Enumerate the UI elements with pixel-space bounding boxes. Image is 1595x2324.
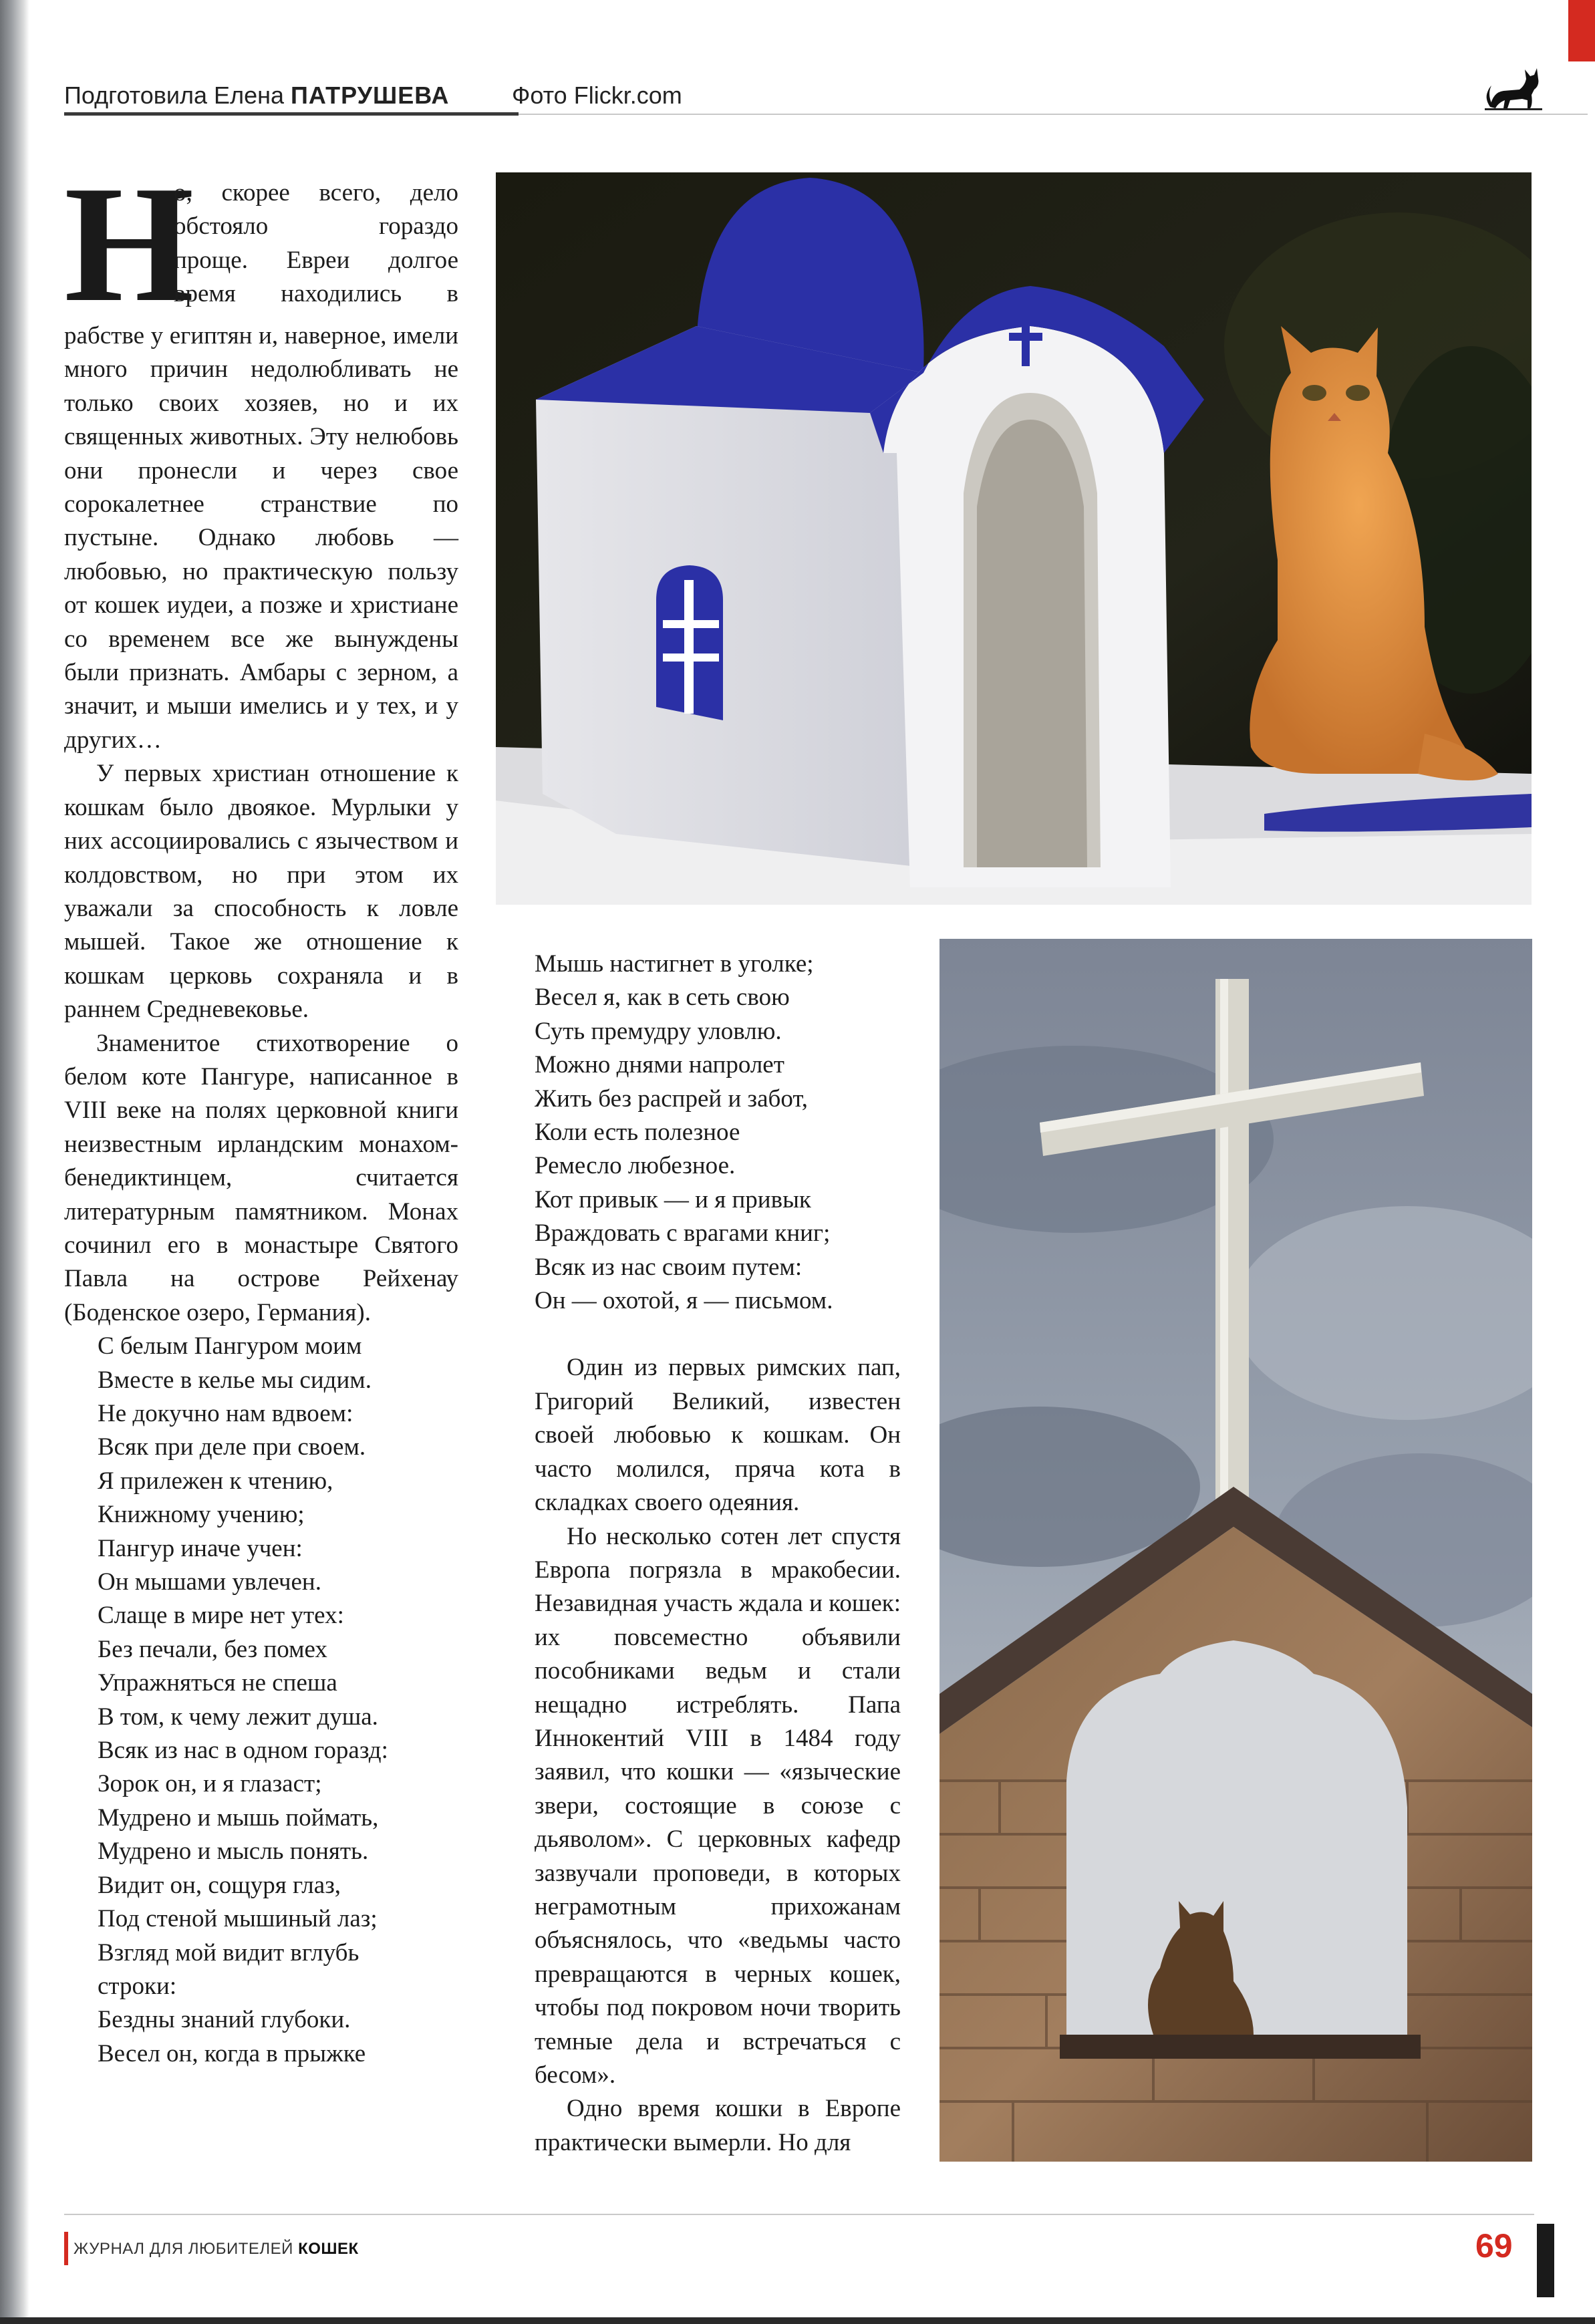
magazine-bold: КОШЕК — [298, 2240, 359, 2258]
poem-line: Без печали, без помех — [98, 1635, 327, 1663]
poem-line: Коли есть полезное — [535, 1119, 740, 1147]
poem-line: Вместе в келье мы сидим. — [98, 1366, 372, 1394]
photo-chapel-cross-with-cat — [939, 939, 1532, 2162]
poem-line: Весел я, как в сеть свою — [535, 984, 790, 1012]
page-scan-edge — [0, 0, 29, 2324]
poem-line: Кот привык — и я привык — [535, 1185, 811, 1213]
paragraph-extinction: Одно время кошки в Европе практически вымерли. Но для — [535, 2095, 901, 2156]
paragraph-intro-rest: рабстве у египтян и, наверное, имели много причин недолюбливать не только своих хозяев, но и их священных животных. Эту нелюбовь они пронесли и через свое сорокалетнее странствие по пустыне. Однако любовь — любовью, но практическую пользу от кошек иудеи, а позже и христиане со временем все же вынуждены были признать. Амбары с зерном, а значит, и мыши имелись и у тех, и у других… — [64, 322, 458, 754]
author-credit — [64, 82, 449, 110]
poem-line: Мудрено и мышь поймать, — [98, 1803, 379, 1832]
paragraph-dark-ages: Но несколько сотен лет спустя Европа погрязла в мракобесии. Незавидная участь ждала и кошек: их повсеместно объявили пособниками ведьм и стали нещадно истреблять. Папа Иннокентий VIII в 1484 году заявил, что кошки — «языческие звери, состоящие в союзе с дьяволом». С церковных кафедр зазвучали проповеди, в которых неграмотным прихожанам объяснялось, что «ведьмы часто превращаются в черных кошек, чтобы под покровом ночи творить темные дела и встречаться с бесом». — [535, 1522, 901, 2089]
text-column-left — [64, 152, 458, 2071]
author-label: Подготовила Елена — [64, 82, 284, 109]
intro-line: обстояло гораздо — [174, 212, 458, 241]
drop-cap: Н — [64, 152, 194, 337]
poem-line: Всяк из нас своим путем: — [535, 1253, 803, 1281]
poem-pangur-part2 — [535, 948, 901, 1318]
article-header — [64, 72, 1534, 119]
poem-line: Можно днями напролет — [535, 1051, 784, 1079]
poem-line: Зорок он, и я глазаст; — [98, 1770, 322, 1798]
poem-line: Всяк из нас в одном горазд: — [98, 1737, 388, 1765]
paragraph-pangur-intro: Знаменитое стихотворение о белом коте Пангуре, написанное в VIII веке на полях церковной книги неизвестным ирландским монахом-бенедиктинцем, считается литературным памятником. Монах сочинил его в монастыре Святого Павла на острове Рейхенау (Боденское озеро, Германия). — [64, 1029, 458, 1326]
poem-line: В том, к чему лежит душа. — [98, 1703, 378, 1731]
poem-line: Мышь настигнет в уголке; — [535, 950, 814, 978]
page-number: 69 — [1475, 2227, 1513, 2265]
intro-line: проще. Евреи долгое — [174, 246, 458, 274]
poem-line: Суть премудру уловлю. — [535, 1017, 782, 1045]
poem-line: Мудрено и мысль понять. — [98, 1838, 369, 1866]
header-rule-dark — [64, 112, 519, 116]
footer-accent-bar — [64, 2232, 68, 2265]
intro-line: о, скорее всего, дело — [174, 179, 458, 206]
poem-line: Взгляд мой видит вглубь — [98, 1938, 359, 1967]
intro-line: время находились в — [174, 280, 458, 308]
poem-line: Пангур иначе учен: — [98, 1534, 303, 1562]
poem-line: Враждовать с врагами книг; — [535, 1219, 831, 1248]
poem-line: С белым Пангуром моим — [98, 1332, 362, 1360]
poem-line: Слаще в мире нет утех: — [98, 1602, 344, 1630]
poem-line: Весел он, когда в прыжке — [98, 2039, 366, 2067]
poem-line: Он — охотой, я — письмом. — [535, 1287, 833, 1315]
author-surname: ПАТРУШЕВА — [291, 82, 450, 109]
header-rule-light — [519, 114, 1588, 115]
magazine-name — [74, 2240, 359, 2259]
poem-line: Всяк при деле при своем. — [98, 1433, 366, 1461]
poem-line: Ремесло любезное. — [535, 1152, 736, 1180]
paragraph-early-christians: У первых христиан отношение к кошкам было двоякое. Мурлыки у них ассоциировались с язычеством и колдовством, но при этом их уважали за способность к ловле мышей. Такое же отношение к кошкам церковь сохраняла и в раннем Средневековье. — [64, 760, 458, 1024]
poem-line: Я прилежен к чтению, — [98, 1467, 333, 1495]
text-column-middle — [535, 948, 901, 2160]
poem-line: строки: — [98, 1972, 177, 2000]
paragraph-gregory: Один из первых римских пап, Григорий Великий, известен своей любовью к кошкам. Он часто молился, пряча кота в складках своего одеяния. — [535, 1354, 901, 1517]
photo-credit: Фото Flickr.com — [512, 82, 682, 109]
section-color-tab — [1568, 0, 1595, 61]
photo-shrine-with-cat — [496, 172, 1532, 905]
magazine-prefix: ЖУРНАЛ ДЛЯ ЛЮБИТЕЛЕЙ — [74, 2240, 293, 2258]
page-edge-bar — [1537, 2224, 1554, 2297]
page-scan-bottom — [0, 2317, 1595, 2324]
poem-line: Бездны знаний глубоки. — [98, 2006, 351, 2034]
poem-line: Книжному учению; — [98, 1501, 305, 1529]
poem-pangur-part1 — [64, 1330, 458, 2071]
poem-line: Упражняться не спеша — [98, 1669, 337, 1697]
poem-line: Под стеной мышиный лаз; — [98, 1905, 378, 1933]
poem-line: Видит он, сощуря глаз, — [98, 1871, 341, 1899]
cat-silhouette-icon — [1483, 65, 1544, 119]
footer-rule — [64, 2214, 1534, 2215]
poem-line: Он мышами увлечен. — [98, 1568, 321, 1596]
poem-line: Жить без распрей и забот, — [535, 1084, 809, 1113]
poem-line: Не докучно нам вдвоем: — [98, 1400, 353, 1427]
